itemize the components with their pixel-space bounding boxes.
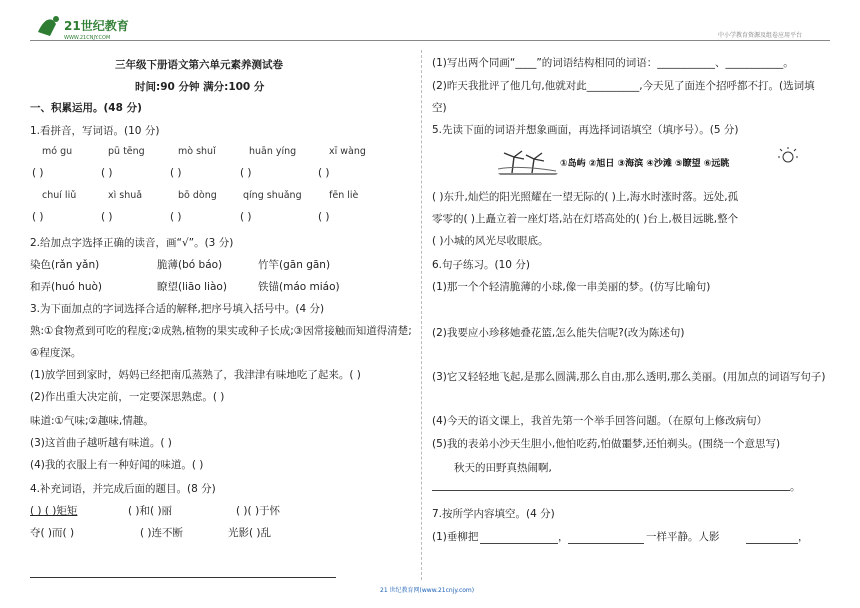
answer-paren[interactable]: ( ): [170, 167, 182, 179]
answer-paren[interactable]: ( ): [240, 211, 252, 223]
answer-paren[interactable]: ( ): [240, 167, 252, 179]
q7-item-1-mid: 一样平静。人影: [646, 531, 720, 543]
q3-definition-weidao: 味道:①气味;②趣味,情趣。: [30, 415, 154, 427]
pinyin-3: mò shuǐ: [178, 146, 216, 157]
r-item-1[interactable]: (1)写出两个同画“____”的词语结构相同的词语：___________、___________。: [432, 57, 794, 69]
q4-item-1[interactable]: ( ) ( )矩矩: [30, 505, 78, 517]
q7-title: 7.按所学内容填空。(4 分): [432, 508, 555, 520]
pinyin-2: pū tēng: [108, 146, 145, 157]
pinyin-10: fēn liè: [329, 190, 359, 201]
header-platform-text: 中小学教育资源及组卷应用平台: [718, 32, 803, 39]
bottom-answer-line: [30, 577, 336, 578]
q3-sentence-3[interactable]: (3)这首曲子越听越有味道。( ): [30, 437, 172, 449]
exam-subtitle: 时间:90 分钟 满分:100 分: [135, 81, 265, 93]
q5-passage-3[interactable]: ( )小城的风光尽收眼底。: [432, 235, 549, 247]
column-divider: [421, 50, 422, 580]
site-logo: [34, 10, 144, 42]
q4-item-2[interactable]: ( )和( )丽: [128, 505, 173, 517]
q7-item-1-start: (1)垂柳把: [432, 531, 479, 543]
footer-text: 21 世纪教育网(www.21cnjy.com): [380, 587, 475, 594]
q4-item-6[interactable]: 光影( )乱: [228, 527, 272, 539]
q3-definition-shu: 熟:①食物煮到可吃的程度;②成熟,植物的果实或种子长成;③因常接触而知道得清楚;: [30, 325, 412, 337]
q7-blank-3[interactable]: [746, 543, 798, 544]
q2-item-4[interactable]: 和弄(huó huò): [30, 281, 102, 293]
q2-item-1[interactable]: 染色(rǎn yǎn): [30, 259, 100, 271]
q7-blank-2[interactable]: [568, 543, 644, 544]
answer-paren[interactable]: ( ): [318, 167, 330, 179]
q4-item-4[interactable]: 夺( )而( ): [30, 527, 75, 539]
q6-item-5-start: 秋天的田野真热闹啊,: [454, 462, 552, 474]
logo-subtext: WWW.21CNJY.COM: [64, 35, 111, 41]
r-item-2-cont: 空): [432, 102, 447, 114]
answer-paren[interactable]: ( ): [101, 211, 113, 223]
pinyin-7: xì shuǎ: [108, 190, 143, 201]
q6-item-2: (2)我要应小珍移她叠花篮,怎么能失信呢?(改为陈述句): [432, 327, 685, 339]
q6-item-3: (3)它又轻轻地飞起,是那么圆满,那么自由,那么透明,那么美丽。(用加点的词语写句子): [432, 371, 826, 383]
q5-passage-1[interactable]: ( )东升,灿烂的阳光照耀在一望无际的( )上,海水时涨时落。远处,孤: [432, 191, 739, 203]
q5-passage-2[interactable]: 零零的( )上矗立着一座灯塔,站在灯塔高处的( )台上,极目远眺,整个: [432, 213, 739, 225]
q2-title: 2.给加点字选择正确的读音，画“√”。(3 分): [30, 237, 234, 249]
comma-mark: ，: [558, 531, 569, 543]
header-divider: [30, 40, 830, 41]
q3-sentence-2[interactable]: (2)作出重大决定前，一定要深思熟虑。( ): [30, 391, 225, 403]
q6-answer-line[interactable]: [432, 490, 790, 491]
answer-paren[interactable]: ( ): [318, 211, 330, 223]
q3-sentence-1[interactable]: (1)放学回到家时，妈妈已经把南瓜蒸熟了，我津津有味地吃了起来。( ): [30, 369, 361, 381]
q4-item-3[interactable]: ( )( )于怀: [236, 505, 281, 517]
q2-item-5[interactable]: 瞭望(liāo liào): [157, 281, 227, 293]
q2-item-3[interactable]: 竹竿(gān gān): [258, 259, 331, 271]
answer-paren[interactable]: ( ): [170, 211, 182, 223]
q1-title: 1.看拼音，写词语。(10 分): [30, 125, 160, 137]
logo-text: 21世纪教育: [64, 19, 129, 33]
q5-options: ①岛屿 ②旭日 ③海滨 ④沙滩 ⑤瞭望 ⑥远眺: [560, 159, 730, 169]
q4-title: 4.补充词语，并完成后面的题目。(8 分): [30, 483, 216, 495]
exam-title: 三年级下册语文第六单元素养测试卷: [115, 59, 283, 71]
q6-item-1: (1)那一个个轻清脆薄的小球,像一串美丽的梦。(仿写比喻句): [432, 281, 711, 293]
q3-title: 3.为下面加点的字词选择合适的解释,把序号填入括号中。(4 分): [30, 303, 325, 315]
q6-title: 6.句子练习。(10 分): [432, 259, 530, 271]
pinyin-9: qíng shuǎng: [243, 190, 302, 201]
comma-mark: ，: [798, 531, 809, 543]
section-heading: 一、积累运用。(48 分): [30, 102, 142, 114]
q3-sentence-4[interactable]: (4)我的衣服上有一种好闻的味道。( ): [30, 459, 204, 471]
pinyin-6: chuí liǔ: [42, 190, 77, 201]
q2-item-6[interactable]: 铁锚(máo miáo): [258, 281, 340, 293]
q2-item-2[interactable]: 脆薄(bó báo): [157, 259, 223, 271]
answer-paren[interactable]: ( ): [101, 167, 113, 179]
q5-title: 5.先读下面的词语并想象画面，再选择词语填空（填序号）。(5 分): [432, 124, 739, 136]
answer-paren[interactable]: ( ): [32, 167, 44, 179]
q6-item-5: (5)我的表弟小沙天生胆小,他怕吃药,怕做噩梦,还怕剃头。(围绕一个意思写): [432, 438, 781, 450]
pinyin-5: xī wàng: [329, 146, 366, 157]
q3-definition-shu-cont: ④程度深。: [30, 347, 82, 359]
pinyin-4: huān yíng: [249, 146, 297, 157]
pinyin-8: bō dòng: [178, 190, 217, 201]
answer-paren[interactable]: ( ): [32, 211, 44, 223]
q4-item-5[interactable]: ( )连不断: [140, 527, 184, 539]
q7-blank-1[interactable]: [480, 543, 558, 544]
r-item-2[interactable]: (2)昨天我批评了他几句,他就对此__________,今天见了面连个招呼都不打。(选词填: [432, 80, 815, 92]
period-mark: 。: [790, 481, 801, 493]
pinyin-1: mó gu: [42, 146, 73, 157]
q6-item-4: (4)今天的语文课上，我首先第一个举手回答问题。（在原句上修改病句）: [432, 415, 768, 427]
